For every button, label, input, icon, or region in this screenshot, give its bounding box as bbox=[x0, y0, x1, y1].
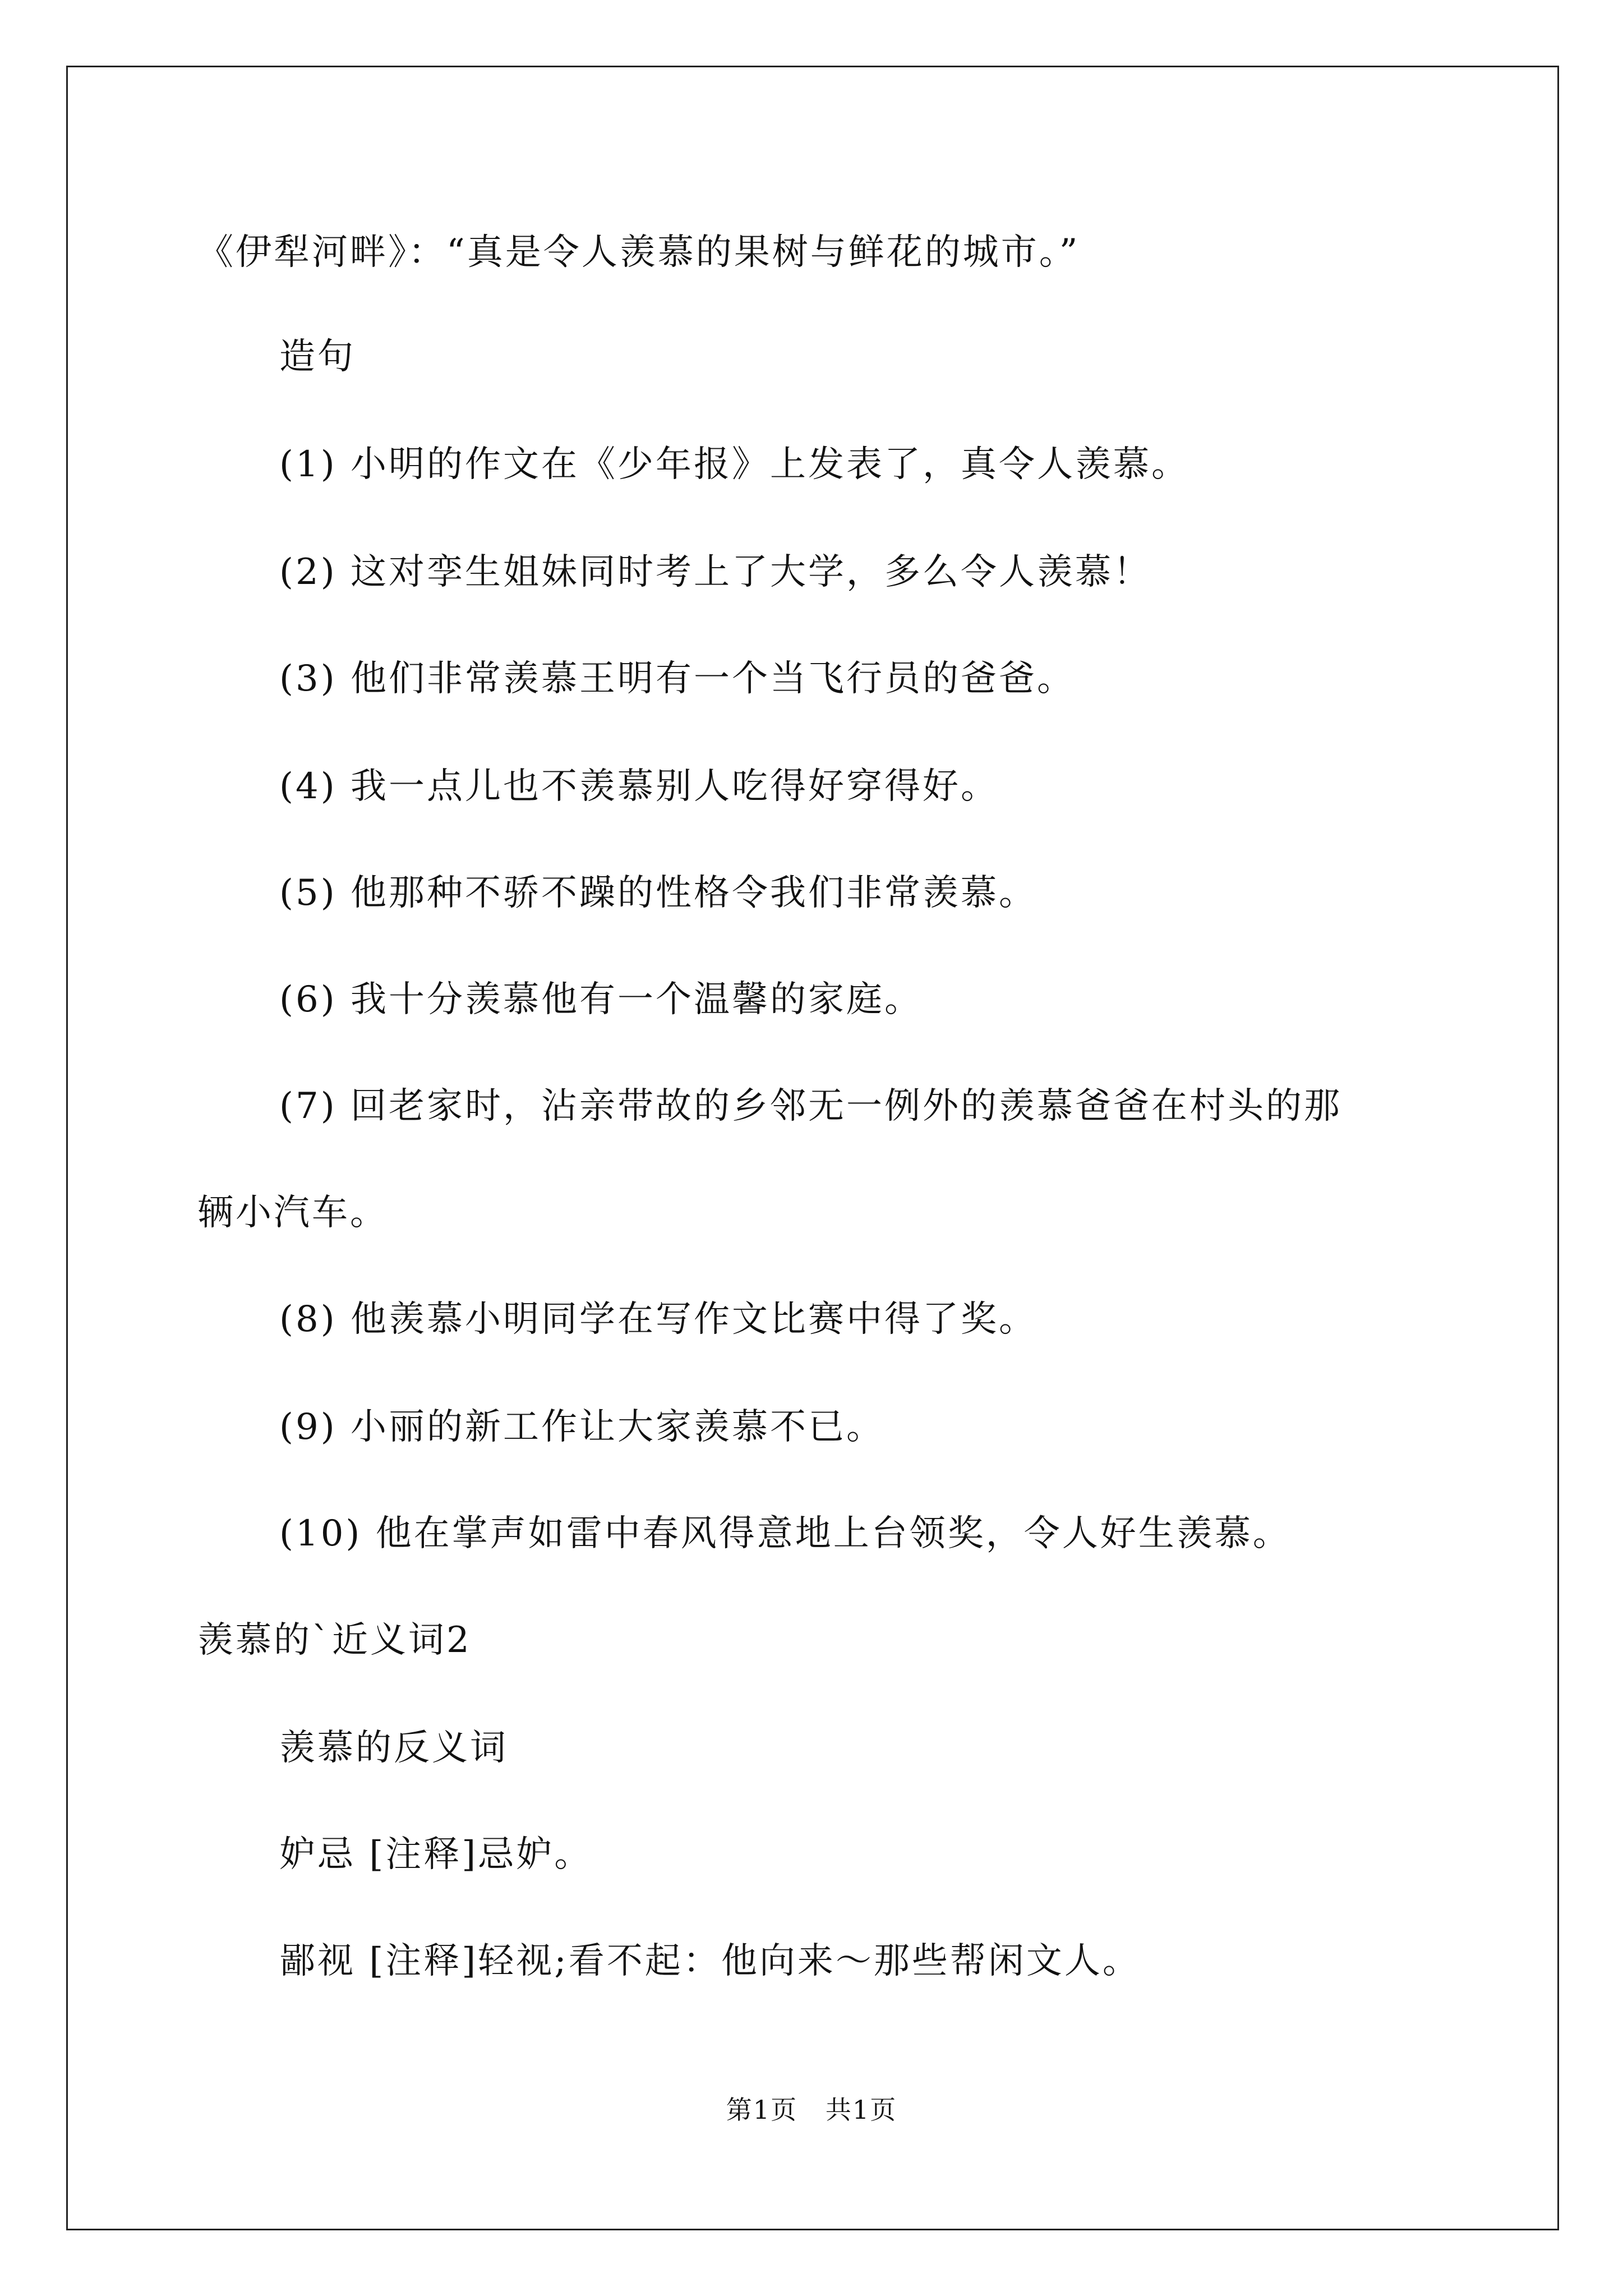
example-sentence-7: (7) 回老家时，沾亲带故的乡邻无一例外的羡慕爸爸在村头的那 bbox=[279, 1085, 1342, 1127]
antonym-entry-2: 鄙视 [注释]轻视;看不起：他向来～那些帮闲文人。 bbox=[279, 1940, 1141, 1982]
page-border bbox=[66, 66, 1559, 2230]
example-sentence-8: (8) 他羡慕小明同学在写作文比赛中得了奖。 bbox=[279, 1299, 1037, 1340]
example-sentence-1: (1) 小明的作文在《少年报》上发表了，真令人羡慕。 bbox=[279, 444, 1189, 485]
page-number-footer: 第1页 共1页 bbox=[726, 2095, 897, 2125]
example-sentence-7-continued: 辆小汽车。 bbox=[197, 1192, 388, 1234]
example-sentence-9: (9) 小丽的新工作让大家羡慕不已。 bbox=[279, 1406, 884, 1448]
section-heading-sentences: 造句 bbox=[279, 336, 356, 378]
example-sentence-10: (10) 他在掌声如雷中春风得意地上台领奖，令人好生羡慕。 bbox=[279, 1513, 1291, 1554]
example-sentence-5: (5) 他那种不骄不躁的性格令我们非常羡慕。 bbox=[279, 872, 1037, 914]
section-title-synonyms-2: 羡慕的`近义词2 bbox=[197, 1619, 472, 1661]
example-sentence-2: (2) 这对孪生姐妹同时考上了大学，多么令人羡慕！ bbox=[279, 551, 1151, 593]
example-sentence-6: (6) 我十分羡慕他有一个温馨的家庭。 bbox=[279, 979, 923, 1020]
example-sentence-4: (4) 我一点儿也不羡慕别人吃得好穿得好。 bbox=[279, 766, 999, 807]
quote-line: 《伊犁河畔》：“真是令人羡慕的果树与鲜花的城市。” bbox=[197, 232, 1080, 273]
antonym-entry-1: 妒忌 [注释]忌妒。 bbox=[279, 1834, 593, 1875]
example-sentence-3: (3) 他们非常羡慕王明有一个当飞行员的爸爸。 bbox=[279, 658, 1075, 700]
antonyms-heading: 羡慕的反义词 bbox=[279, 1727, 508, 1769]
